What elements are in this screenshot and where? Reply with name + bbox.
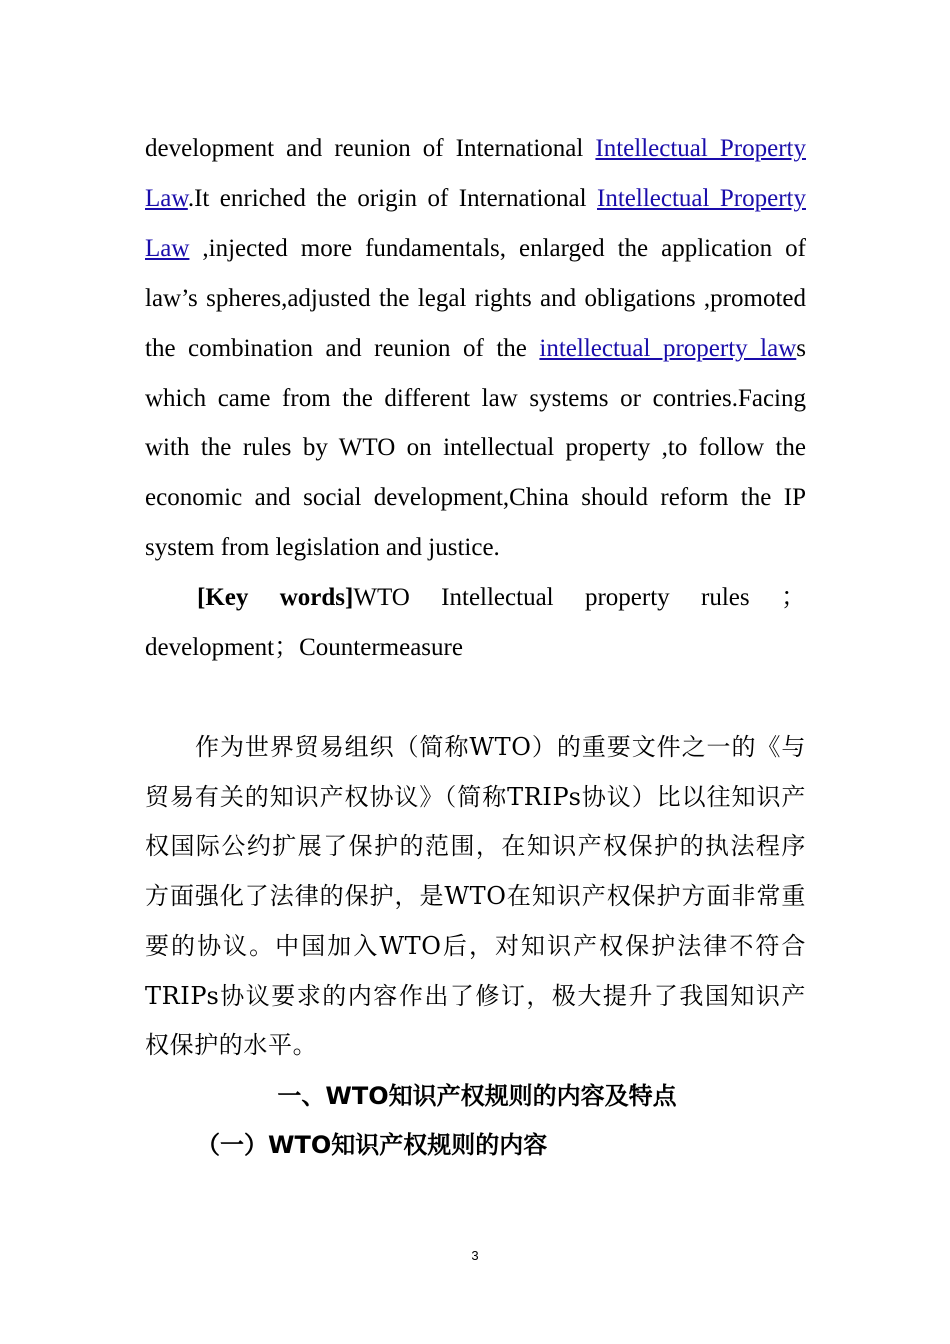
link-intellectual-property-law-1[interactable]: Intellectual Property Law bbox=[145, 135, 806, 212]
link-intellectual-property-law-3[interactable]: intellectual property law bbox=[539, 334, 797, 362]
abstract-text-1: development and reunion of International bbox=[145, 135, 596, 162]
keywords-text: WTO Intellectual property rules ；development；Countermeasure bbox=[145, 584, 806, 661]
abstract-text-2: .It enriched the origin of International bbox=[187, 184, 597, 212]
link-intellectual-property-law-2[interactable]: Intellectual Property Law bbox=[145, 184, 806, 262]
keywords-label: [Key words] bbox=[197, 584, 354, 611]
abstract-text-4: s which came from the different law systems or contries.Facing with the rules by WTO on intellectual property ,to follow the economic and social development,China should reform the IP system from legislation and justice. bbox=[145, 334, 806, 562]
page-number: 3 bbox=[471, 1248, 479, 1263]
subsection-heading-1: （一）WTO知识产权规则的内容 bbox=[196, 1131, 548, 1159]
section-heading-1: 一、WTO知识产权规则的内容及特点 bbox=[277, 1082, 677, 1110]
keywords-paragraph bbox=[145, 573, 806, 673]
abstract-text-3: ,injected more fundamentals, enlarged the application of law’s spheres,adjusted the legal rights and obligations ,promoted the combination and reunion of the bbox=[145, 234, 806, 362]
intro-paragraph: 作为世界贸易组织（简称WTO）的重要文件之一的《与贸易有关的知识产权协议》（简称TRIPs协议）比以往知识产权国际公约扩展了保护的范围，在知识产权保护的执法程序方面强化了法律的保护，是WTO在知识产权保护方面非常重要的协议。中国加入WTO后，对知识产权保护法律不符合TRIPs协议要求的内容作出了修订，极大提升了我国知识产权保护的水平。 bbox=[145, 733, 806, 1060]
abstract-paragraph bbox=[145, 124, 806, 573]
